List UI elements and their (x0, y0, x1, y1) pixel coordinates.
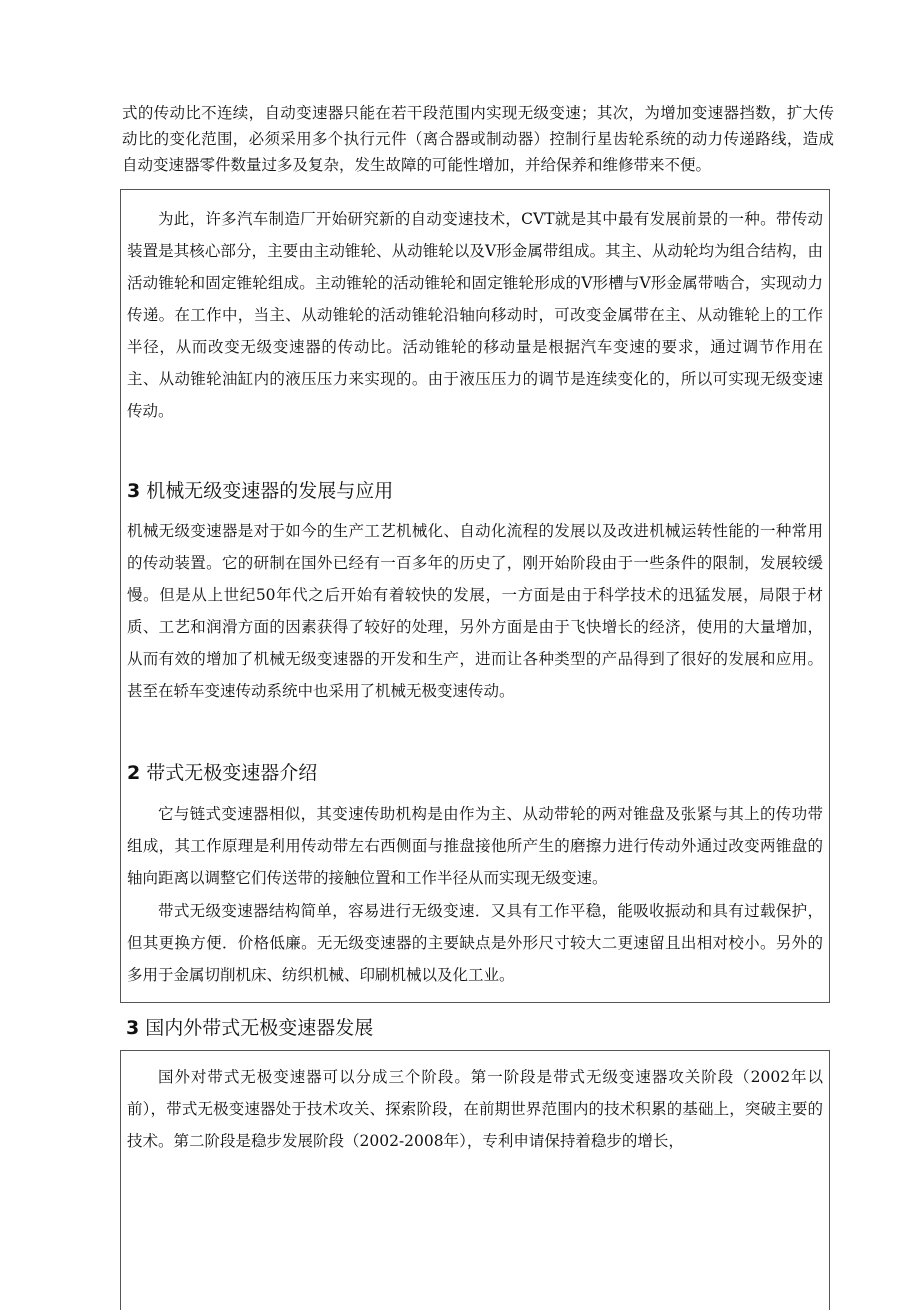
section-heading-mechanical (127, 476, 393, 503)
heading-number: 3 (127, 480, 141, 502)
heading-text: 带式无极变速器介绍 (146, 762, 318, 784)
content-box-1 (120, 189, 830, 1003)
paragraph-mechanical: 机械无级变速器是对于如今的生产工艺机械化、自动化流程的发展以及改进机械运转性能的一种常用的传动装置。它的研制在国外已经有一百多年的历史了，刚开始阶段由于一些条件的限制，发展较缓慢。但是从上世纪50年代之后开始有着较快的发展，一方面是由于科学技术的迅猛发展，局限于材质、工艺和润滑方面的因素获得了较好的处理，另外方面是由于飞快增长的经济，使用的大量增加，从而有效的增加了机械无级变速器的开发和生产，进而让各种类型的产品得到了很好的发展和应用。甚至在轿车变速传动系统中也采用了机械无极变速传动。 (127, 522, 823, 700)
content-box-2 (120, 1050, 830, 1310)
section-heading-belt (127, 758, 317, 785)
section-heading-development (126, 1013, 373, 1040)
heading-text: 机械无级变速器的发展与应用 (146, 480, 394, 502)
paragraph-development: 国外对带式无极变速器可以分成三个阶段。第一阶段是带式无级变速器攻关阶段（2002年以前），带式无极变速器处于技术攻关、探索阶段，在前期世界范围内的技术积累的基础上，突破主要的技术。第二阶段是稳步发展阶段（2002-2008年），专利申请保持着稳步的增长， (127, 1068, 823, 1150)
heading-number: 2 (127, 762, 141, 784)
paragraph-belt-intro: 它与链式变速器相似，其变速传助机构是由作为主、从动带轮的两对锥盘及张紧与其上的传功带组成，其工作原理是利用传动带左右西侧面与推盘接他所产生的磨擦力进行传动外通过改变两锥盘的轴向距离以调整它们传送带的接触位置和工作半径从而实现无级变速。 (127, 805, 823, 887)
paragraph-belt-features: 带式无级变速器结构简单，容易进行无级变速．又具有工作平稳，能吸收振动和具有过载保护，但其更换方便．价格低廉。无无级变速器的主要缺点是外形尺寸较大二更速留且出相对校小。另外的多用于金属切削机床、纺织机械、印刷机械以及化工业。 (127, 902, 823, 984)
heading-number: 3 (126, 1017, 140, 1039)
paragraph-cvt: 为此，许多汽车制造厂开始研究新的自动变速技术，CVT就是其中最有发展前景的一种。带传动装置是其核心部分，主要由主动锥轮、从动锥轮以及V形金属带组成。其主、从动轮均为组合结构，由活动锥轮和固定锥轮组成。主动锥轮的活动锥轮和固定锥轮形成的V形槽与V形金属带啮合，实现动力传递。在工作中，当主、从动锥轮的活动锥轮沿轴向移动时，可改变金属带在主、从动锥轮上的工作半径，从而改变无级变速器的传动比。活动锥轮的移动量是根据汽车变速的要求，通过调节作用在主、从动锥轮油缸内的液压压力来实现的。由于液压压力的调节是连续变化的，所以可实现无级变速传动。 (127, 210, 823, 420)
heading-text: 国内外带式无极变速器发展 (145, 1017, 374, 1039)
intro-paragraph: 式的传动比不连续，自动变速器只能在若干段范围内实现无级变速；其次，为增加变速器挡数，扩大传动比的变化范围，必须采用多个执行元件（离合器或制动器）控制行星齿轮系统的动力传递路线，造成自动变速器零件数量过多及复杂，发生故障的可能性增加，并给保养和维修带来不便。 (122, 104, 834, 174)
